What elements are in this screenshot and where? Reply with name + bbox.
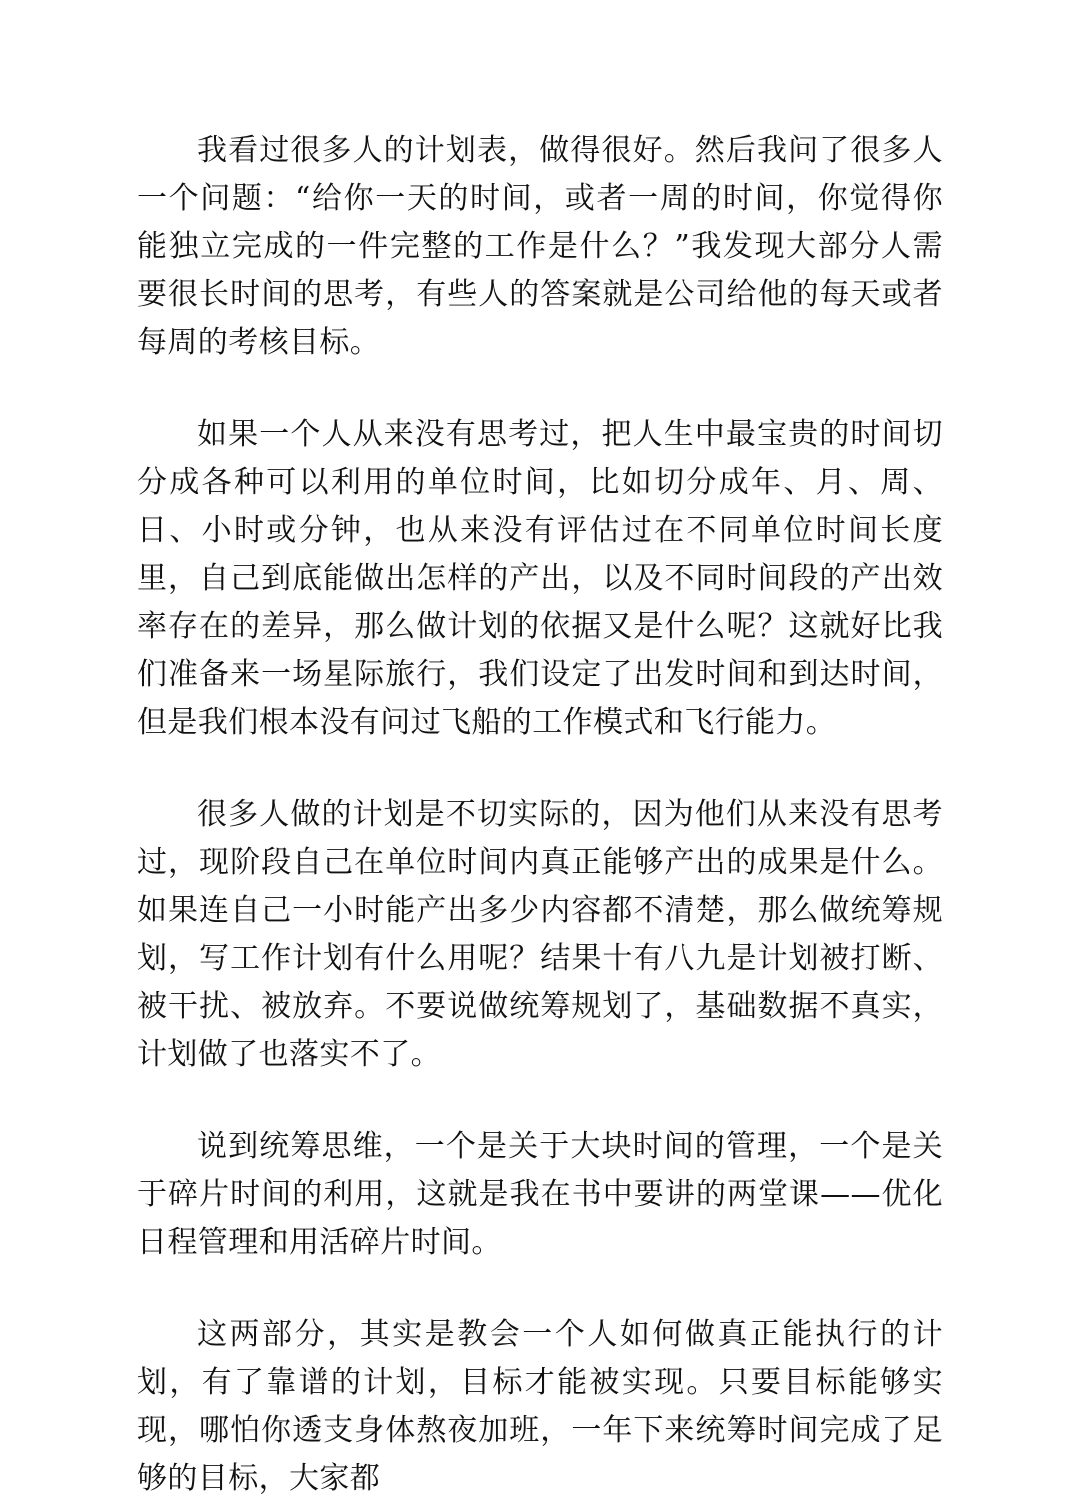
paragraph-3: 很多人做的计划是不切实际的，因为他们从来没有思考过，现阶段自己在单位时间内真正能够产出的成果是什么。如果连自己一小时能产出多少内容都不清楚，那么做统筹规划，写工作计划有什么用呢？结果十有八九是计划被打断、被干扰、被放弃。不要说做统筹规划了，基础数据不真实，计划做了也落实不了。	[137, 797, 943, 1072]
paragraph-5: 这两部分，其实是教会一个人如何做真正能执行的计划，有了靠谱的计划，目标才能被实现。只要目标能够实现，哪怕你透支身体熬夜加班，一年下来统筹时间完成了足够的目标，大家都	[137, 1317, 943, 1496]
paragraph-2: 如果一个人从来没有思考过，把人生中最宝贵的时间切分成各种可以利用的单位时间，比如切分成年、月、周、日、小时或分钟，也从来没有评估过在不同单位时间长度里，自己到底能做出怎样的产出，以及不同时间段的产出效率存在的差异，那么做计划的依据又是什么呢？这就好比我们准备来一场星际旅行，我们设定了出发时间和到达时间，但是我们根本没有问过飞船的工作模式和飞行能力。	[137, 417, 943, 740]
paragraph-1: 我看过很多人的计划表，做得很好。然后我问了很多人一个问题：“给你一天的时间，或者一周的时间，你觉得你能独立完成的一件完整的工作是什么？”我发现大部分人需要很长时间的思考，有些人的答案就是公司给他的每天或者每周的考核目标。	[137, 133, 943, 360]
document-body	[137, 127, 943, 1503]
paragraph-4: 说到统筹思维，一个是关于大块时间的管理，一个是关于碎片时间的利用，这就是我在书中要讲的两堂课——优化日程管理和用活碎片时间。	[137, 1129, 943, 1260]
